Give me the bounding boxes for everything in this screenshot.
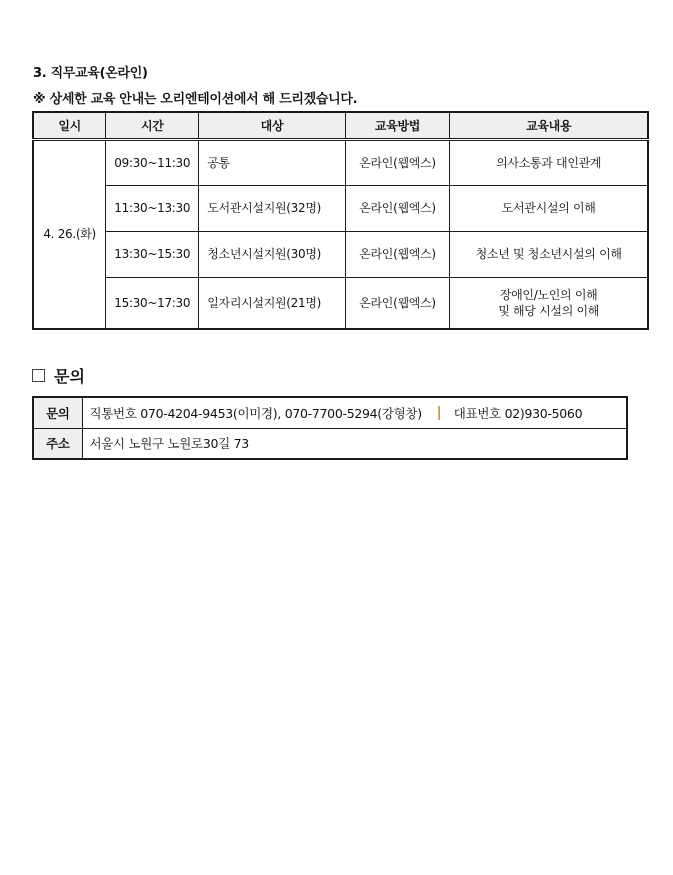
- header-target: 대상: [199, 112, 345, 139]
- separator-bar: [438, 406, 440, 420]
- notice-text: ※ 상세한 교육 안내는 오리엔테이션에서 해 드리겠습니다.: [33, 92, 358, 107]
- content-cell: [450, 277, 648, 329]
- method-cell: 온라인(웹엑스): [345, 139, 450, 185]
- inquiry-value: [82, 397, 627, 428]
- address-label: 주소: [33, 428, 82, 459]
- header-time: 시간: [106, 112, 199, 139]
- time-cell: 15:30~17:30: [106, 277, 199, 329]
- method-cell: 온라인(웹엑스): [345, 185, 450, 231]
- target-cell: 공통: [199, 139, 345, 185]
- table-row: [33, 185, 648, 231]
- contact-table: [32, 396, 628, 460]
- header-content: 교육내용: [450, 112, 648, 139]
- checkbox-icon: [32, 369, 45, 382]
- table-header-row: [33, 112, 648, 139]
- address-value: 서울시 노원구 노원로30길 73: [82, 428, 627, 459]
- content-line-2: 및 해당 시설의 이해: [498, 303, 600, 318]
- time-cell: 13:30~15:30: [106, 231, 199, 277]
- content-cell: 의사소통과 대인관계: [450, 139, 648, 185]
- contact-heading-label: 문의: [54, 367, 85, 386]
- inquiry-label: 문의: [33, 397, 82, 428]
- section-title: 3. 직무교육(온라인): [33, 66, 148, 81]
- content-cell: 도서관시설의 이해: [450, 185, 648, 231]
- contact-row-address: [33, 428, 627, 459]
- time-cell: 09:30~11:30: [106, 139, 199, 185]
- method-cell: 온라인(웹엑스): [345, 231, 450, 277]
- target-cell: 청소년시설지원(30명): [199, 231, 345, 277]
- method-cell: 온라인(웹엑스): [345, 277, 450, 329]
- date-cell: 4. 26.(화): [33, 139, 106, 329]
- header-date: 일시: [33, 112, 106, 139]
- header-method: 교육방법: [345, 112, 450, 139]
- main-phone-number: 대표번호 02)930-5060: [453, 405, 583, 421]
- contact-row-inquiry: [33, 397, 627, 428]
- content-cell: 청소년 및 청소년시설의 이해: [450, 231, 648, 277]
- target-cell: 도서관시설지원(32명): [199, 185, 345, 231]
- content-line-1: 장애인/노인의 이해: [499, 287, 598, 302]
- table-row: [33, 139, 648, 185]
- direct-phone-numbers: 직통번호 070-4204-9453(이미경), 070-7700-5294(강형창): [89, 405, 422, 421]
- contact-heading: [32, 364, 85, 387]
- table-row: [33, 277, 648, 329]
- table-row: [33, 231, 648, 277]
- schedule-table: [32, 111, 649, 330]
- time-cell: 11:30~13:30: [106, 185, 199, 231]
- target-cell: 일자리시설지원(21명): [199, 277, 345, 329]
